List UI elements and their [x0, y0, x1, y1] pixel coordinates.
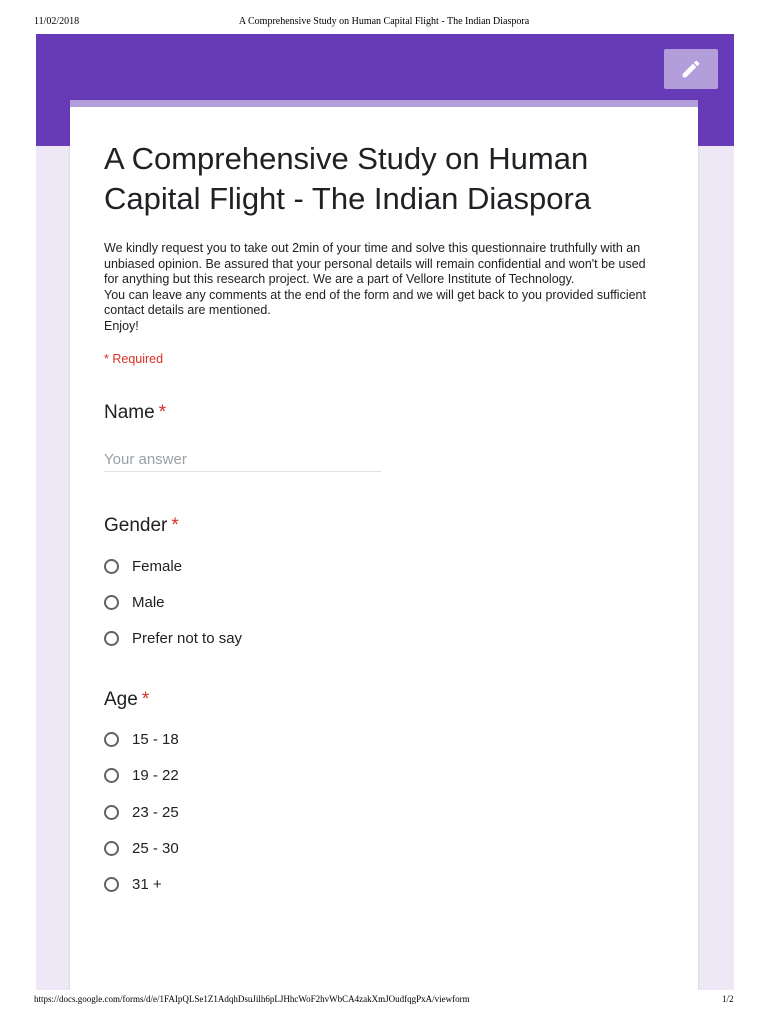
radio-button[interactable] — [104, 841, 119, 856]
radio-button[interactable] — [104, 877, 119, 892]
gender-option-female[interactable] — [104, 555, 182, 577]
print-footer — [0, 992, 768, 1008]
edit-form-button[interactable] — [664, 49, 718, 89]
option-label: Male — [132, 593, 165, 611]
pencil-icon — [680, 58, 702, 80]
print-url: https://docs.google.com/forms/d/e/1FAIpQLSe1Z1AdqhDsuJilh6pLJHhcWoF2hvWbCA4zakXmJOudfqgPxA/viewform — [34, 994, 470, 1004]
form-title: A Comprehensive Study on Human Capital Flight - The Indian Diaspora — [104, 141, 592, 216]
option-label: 15 - 18 — [132, 730, 179, 748]
required-note: * Required — [104, 352, 164, 366]
description-line: Enjoy! — [104, 318, 139, 333]
question-label: Gender — [104, 515, 168, 536]
radio-button[interactable] — [104, 631, 119, 646]
age-option-31-plus[interactable] — [104, 873, 162, 895]
age-option-23-25[interactable] — [104, 801, 179, 823]
description-line: You can leave any comments at the end of the form and we will get back to you provided sufficient — [104, 287, 646, 302]
description-line: We kindly request you to take out 2min of your time and solve this questionnaire truthfully with an — [104, 241, 641, 255]
description-line: unbiased opinion. Be assured that your personal details will remain confidential and won't be used — [104, 256, 646, 271]
age-option-15-18[interactable] — [104, 728, 179, 750]
description-line: for anything but this research project. We are a part of Vellore Institute of Technology. — [104, 272, 575, 286]
radio-button[interactable] — [104, 559, 119, 574]
age-option-25-30[interactable] — [104, 837, 179, 859]
print-date: 11/02/2018 — [34, 16, 80, 27]
gender-option-prefer-not-to-say[interactable] — [104, 627, 242, 649]
print-page-number: 1/2 — [722, 994, 734, 1004]
question-label: Age — [104, 689, 138, 710]
question-title-gender — [104, 515, 179, 537]
required-asterisk: * — [141, 689, 150, 710]
radio-button[interactable] — [104, 768, 119, 783]
radio-button[interactable] — [104, 805, 119, 820]
question-label: Name — [104, 402, 155, 423]
print-header — [0, 14, 768, 30]
question-title-age — [104, 689, 149, 711]
required-asterisk: * — [171, 515, 179, 536]
description-line: contact details are mentioned. — [104, 303, 271, 317]
name-input[interactable] — [104, 447, 381, 472]
print-title: A Comprehensive Study on Human Capital Flight - The Indian Diaspora — [238, 16, 530, 27]
question-title-name — [104, 402, 166, 424]
form-description — [104, 241, 664, 334]
option-label: Female — [132, 557, 183, 575]
form-card — [70, 100, 698, 990]
form-background — [36, 34, 734, 990]
required-asterisk: * — [158, 402, 167, 423]
radio-button[interactable] — [104, 732, 119, 747]
option-label: Prefer not to say — [132, 629, 243, 647]
radio-button[interactable] — [104, 595, 119, 610]
gender-option-male[interactable] — [104, 591, 165, 613]
option-label: 25 - 30 — [132, 839, 179, 857]
option-label: 23 - 25 — [132, 803, 179, 821]
option-label: 19 - 22 — [132, 766, 179, 784]
age-option-19-22[interactable] — [104, 764, 179, 786]
option-label: 31 + — [132, 875, 162, 893]
